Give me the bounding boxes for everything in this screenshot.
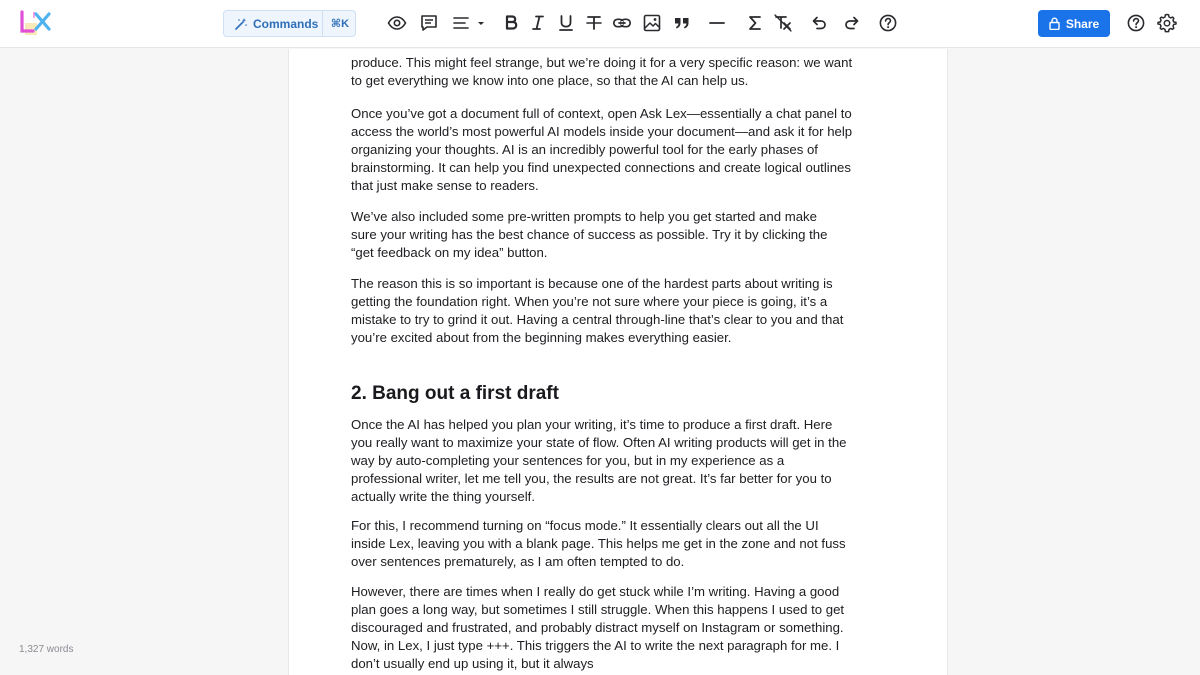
paragraph[interactable]: produce. This might feel strange, but we’re doing it for a very specific reason: we want to get everything we know into one place, so that the AI can help us.: [351, 55, 853, 88]
word-count: 1,327 words: [19, 644, 74, 655]
top-toolbar: [0, 0, 1200, 48]
sigma-icon[interactable]: [743, 11, 767, 35]
document-page[interactable]: [288, 49, 948, 675]
horizontal-rule-icon[interactable]: [705, 11, 729, 35]
image-icon[interactable]: [640, 11, 664, 35]
eye-icon[interactable]: [385, 11, 409, 35]
share-label: Share: [1065, 16, 1100, 31]
paragraph[interactable]: However, there are times when I really do get stuck while I’m writing. Having a good plan goes a long way, but sometimes I still struggle. When this happens I used to get discouraged and frustrated, and probably distract myself on Instagram or something. Now, in Lex, I just type +++. This triggers the AI to write the next paragraph for me. I don’t usually end up using it, but it always: [351, 584, 845, 671]
italic-icon[interactable]: [526, 11, 550, 35]
clear-format-icon[interactable]: [771, 11, 795, 35]
paragraph[interactable]: Once you’ve got a document full of context, open Ask Lex—essentially a chat panel to access the world’s most powerful AI models inside your document—and ask it for help organizing your thoughts. AI is an incredibly powerful tool for the early phases of brainstorming. It can help you find unexpected connections and create logical outlines that just make sense to readers.: [351, 106, 853, 193]
paragraph[interactable]: Once the AI has helped you plan your writing, it’s time to produce a first draft. Here you really want to maximize your state of flow. Often AI writing products will get in the way by auto-completing your sentences for you, but in my experience as a professional writer, let me tell you, the results are not great. It’s far better for you to actually write the thing yourself.: [351, 417, 847, 504]
underline-icon[interactable]: [554, 11, 578, 35]
lock-icon: [1049, 17, 1060, 30]
account-help-icon[interactable]: [1124, 11, 1148, 35]
redo-icon[interactable]: [840, 11, 864, 35]
paragraph[interactable]: We’ve also included some pre-written prompts to help you get started and make sure your writing has the best chance of success as possible. Try it by clicking the “get feedback on my idea” button.: [351, 209, 828, 260]
paragraph[interactable]: The reason this is so important is because one of the hardest parts about writing is getting the foundation right. When you’re not sure where your piece is going, it’s a mistake to try to grind it out. Having a central through-line that’s clear to you and that you’re excited about from the beginning makes everything easier.: [351, 276, 844, 345]
commands-button[interactable]: [223, 10, 356, 37]
commands-divider: [322, 11, 323, 36]
bold-icon[interactable]: [499, 11, 523, 35]
help-icon[interactable]: [876, 11, 900, 35]
paragraph[interactable]: For this, I recommend turning on “focus mode.” It essentially clears out all the UI inside Lex, leaving you with a blank page. This helps me get in the zone and not fuss over sentences prematurely, as I am often tempted to do.: [351, 518, 846, 569]
comment-icon[interactable]: [417, 11, 441, 35]
lex-logo[interactable]: [19, 9, 53, 39]
share-button[interactable]: [1038, 10, 1110, 37]
undo-icon[interactable]: [807, 11, 831, 35]
section-heading[interactable]: 2. Bang out a first draft: [351, 383, 559, 404]
commands-shortcut: ⌘K: [330, 18, 350, 30]
quote-icon[interactable]: [670, 11, 694, 35]
gear-icon[interactable]: [1155, 11, 1179, 35]
align-icon[interactable]: [451, 11, 487, 35]
strikethrough-icon[interactable]: [582, 11, 606, 35]
link-icon[interactable]: [610, 11, 634, 35]
commands-label: Commands: [253, 16, 319, 31]
magic-wand-icon: [234, 17, 248, 31]
